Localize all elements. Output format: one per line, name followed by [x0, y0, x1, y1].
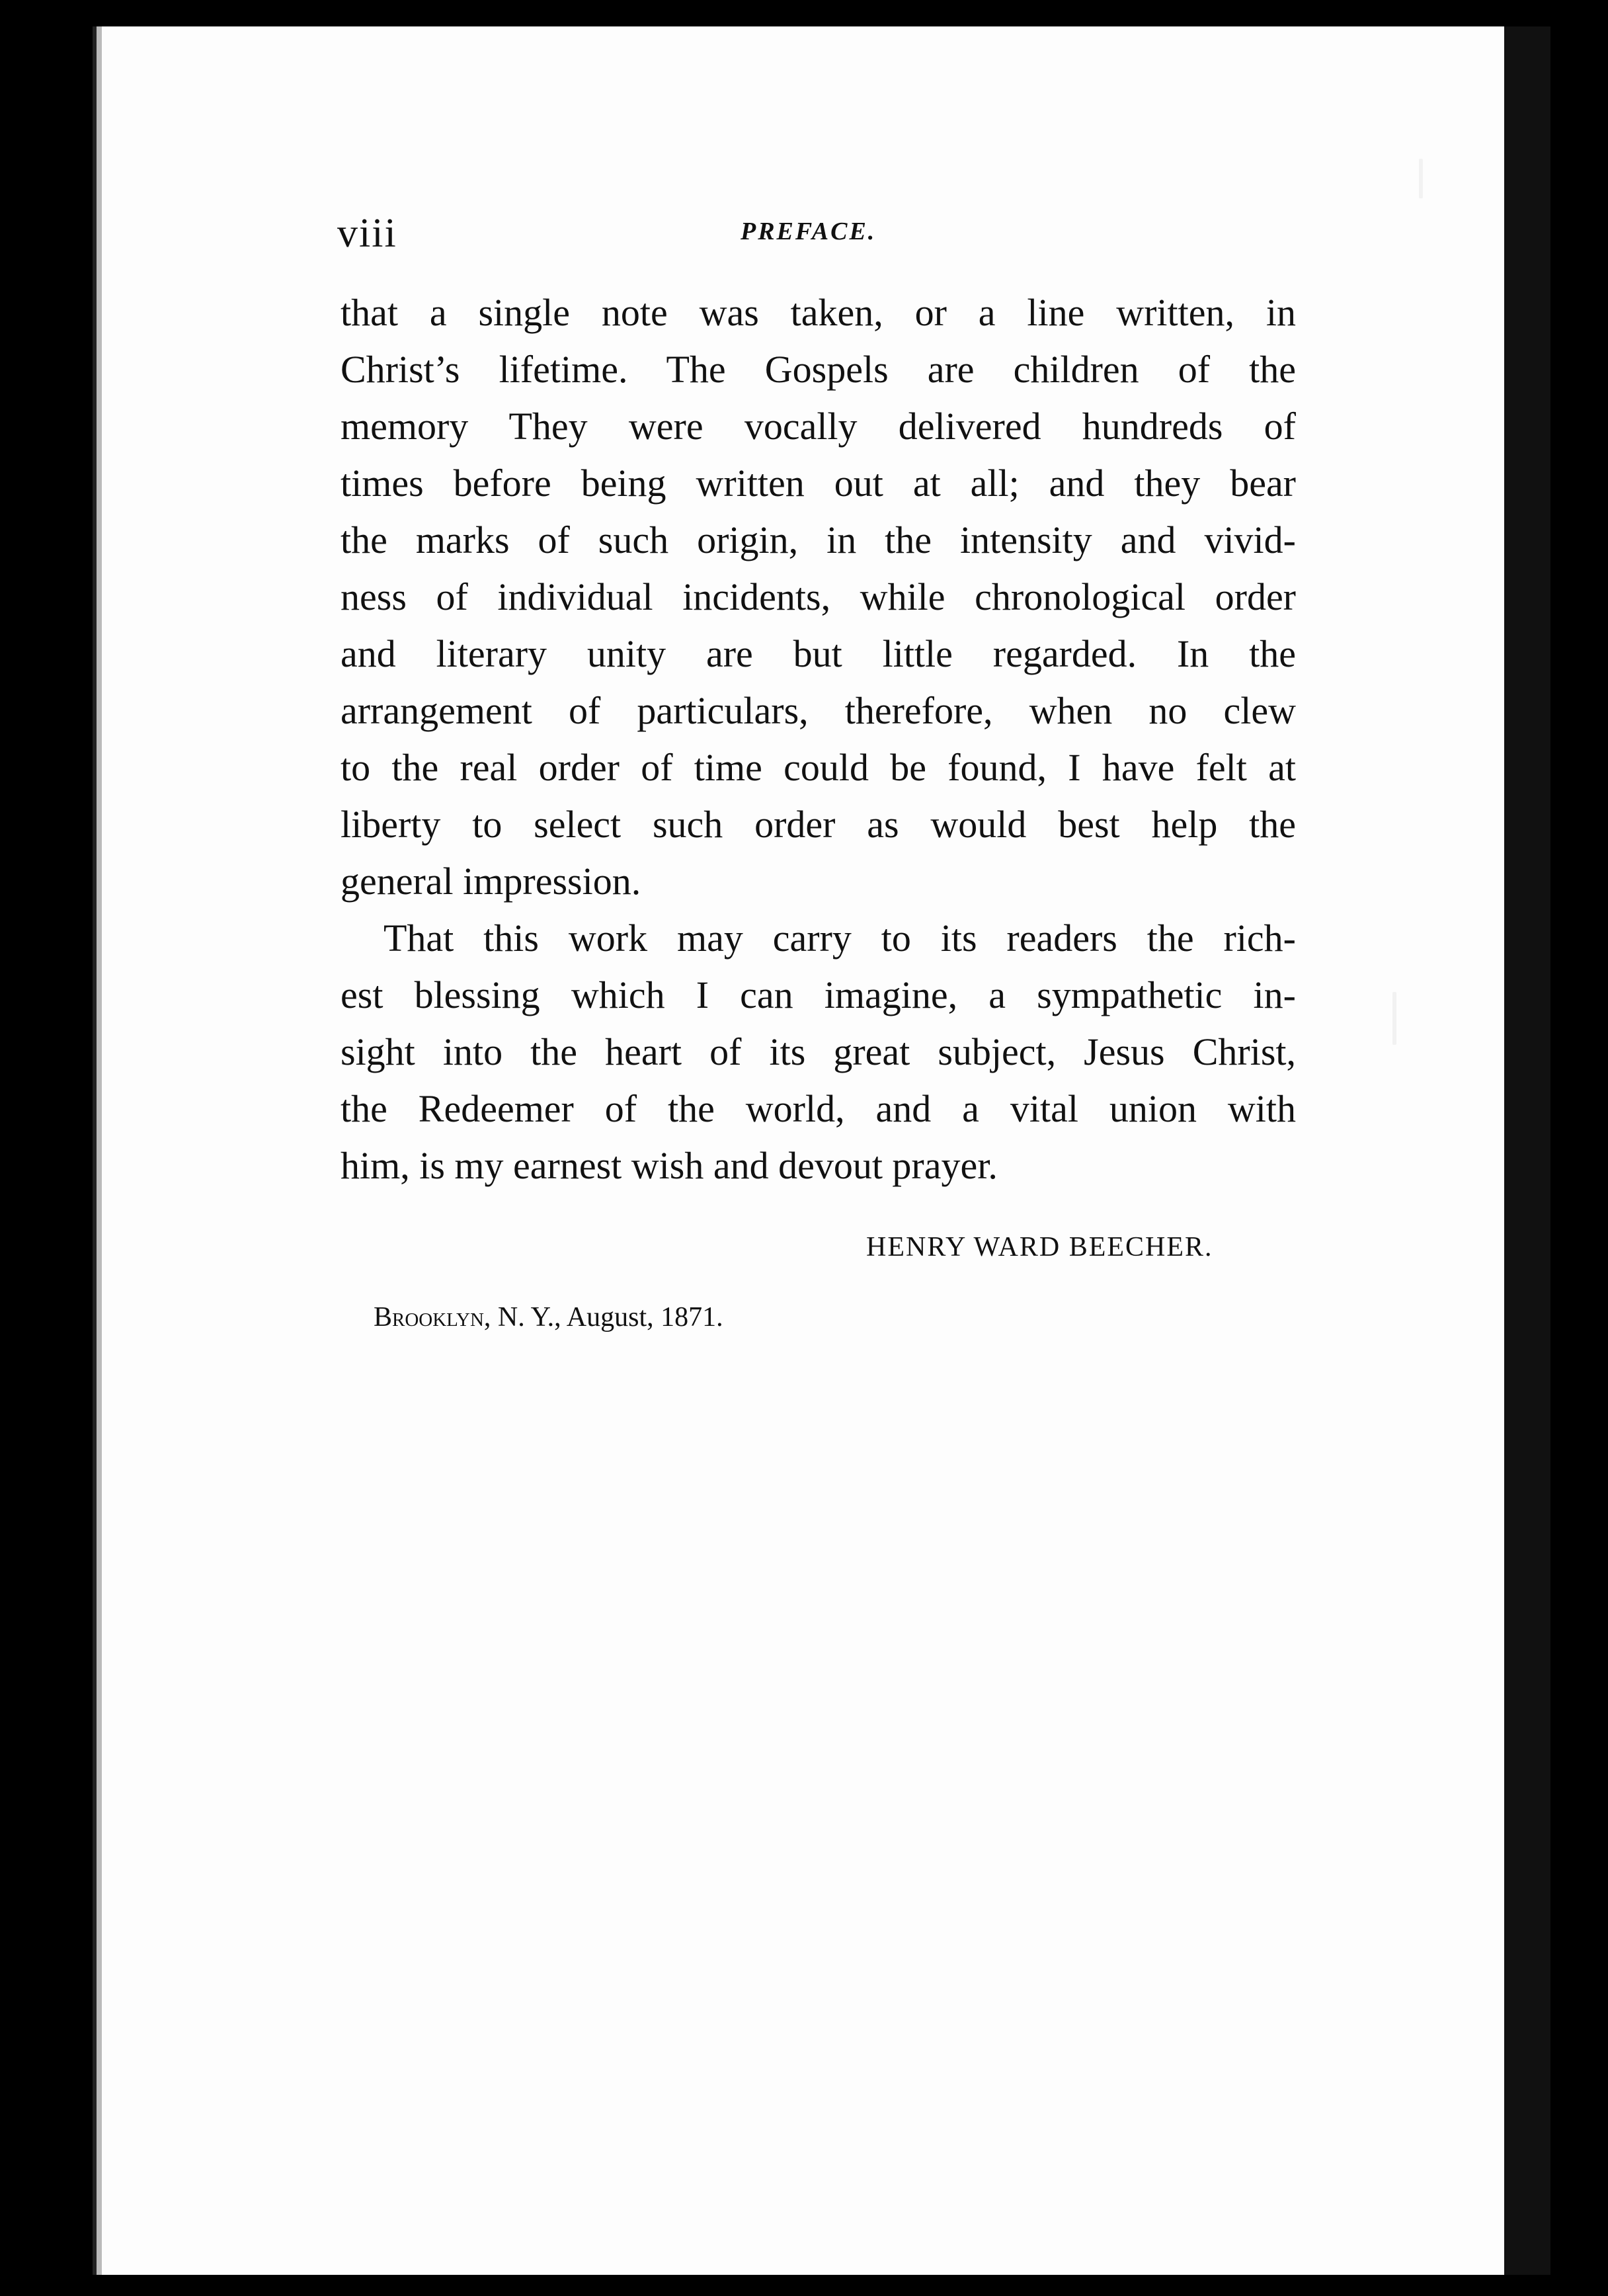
text-line: Christ’s lifetime. The Gospels are children of the: [341, 348, 1296, 391]
text-line: the marks of such origin, in the intensity and vivid-: [341, 518, 1296, 561]
dateline-place: Brooklyn: [374, 1302, 484, 1332]
text-line: That this work may carry to its readers the rich-: [383, 917, 1296, 960]
text-line: arrangement of particulars, therefore, when no clew: [341, 689, 1296, 732]
dateline: [374, 1301, 723, 1333]
text-line: est blessing which I can imagine, a sympathetic in-: [341, 973, 1296, 1016]
text-line: that a single note was taken, or a line written, in: [341, 291, 1296, 334]
running-head: [337, 210, 1303, 263]
running-head-title: PREFACE.: [741, 218, 877, 245]
text-line: to the real order of time could be found, I have felt at: [341, 746, 1296, 789]
page-edge-shadow: [1504, 26, 1550, 2275]
scan-speck: [1392, 992, 1396, 1045]
text-line: him, is my earnest wish and devout prayer.: [341, 1144, 998, 1187]
dateline-date: , N. Y., August, 1871.: [483, 1302, 723, 1332]
scan-speck: [1419, 159, 1423, 198]
text-line: sight into the heart of its great subject, Jesus Christ,: [341, 1030, 1296, 1073]
paragraph: [341, 284, 1296, 910]
text-line: times before being written out at all; and they bear: [341, 462, 1296, 505]
text-line: liberty to select such order as would best help the: [341, 803, 1296, 846]
text-line: ness of individual incidents, while chronological order: [341, 575, 1296, 618]
text-line: and literary unity are but little regarded. In the: [341, 632, 1296, 675]
page-number: viii: [337, 211, 397, 256]
text-line: the Redeemer of the world, and a vital union with: [341, 1087, 1296, 1130]
text-line: memory They were vocally delivered hundreds of: [341, 405, 1296, 448]
paragraph: [341, 910, 1296, 1194]
text-line: general impression.: [341, 860, 641, 903]
author-signature: HENRY WARD BEECHER.: [866, 1232, 1213, 1262]
body-text: [341, 284, 1296, 1194]
